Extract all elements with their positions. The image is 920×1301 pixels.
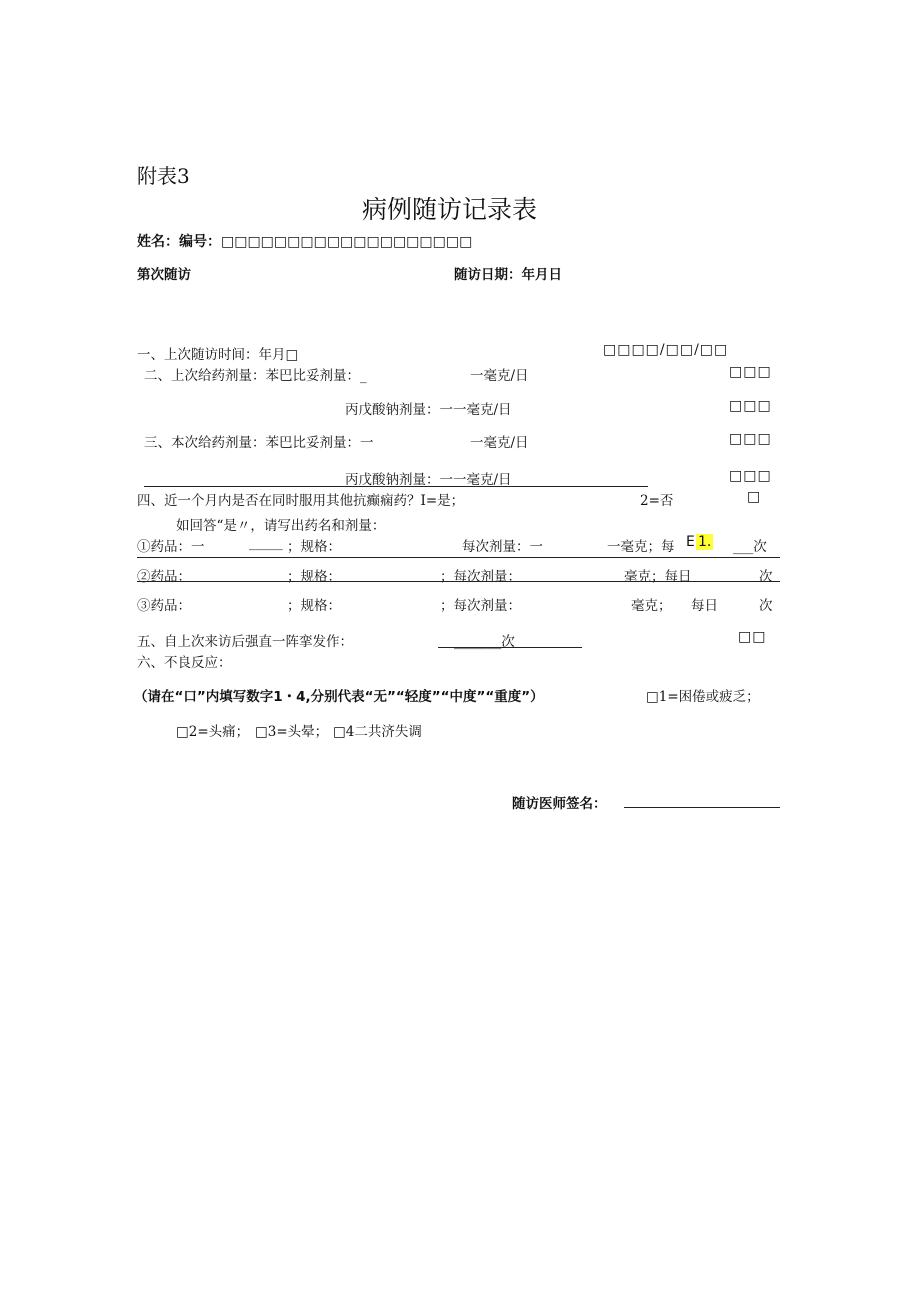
section3-valproate-label: 丙戊酸钠剂量：一一毫克/日 — [345, 472, 512, 488]
drug-dose-label: ；每次剂量： — [440, 569, 521, 585]
section6-instruction: （请在“口”内填写数字1・4,分别代表“无”“轻度”“中度”“重度”） — [134, 689, 544, 705]
section3-phenobarbital-unit: 一毫克/日 — [470, 435, 529, 451]
section4-answer-box[interactable]: □ — [747, 489, 761, 505]
drug-row-line — [137, 557, 780, 558]
drug-name-blank[interactable]: _____ — [249, 535, 283, 551]
section2-valproate-label: 丙戊酸钠剂量：一一毫克/日 — [345, 402, 512, 418]
drug-name-label: ③药品： — [137, 598, 191, 614]
section2-phenobarbital-boxes[interactable]: □□□ — [729, 364, 772, 380]
section4-instruction: 如回答“是〃，请写出药名和剂量： — [176, 518, 386, 534]
section4-option-no: 2=否 — [640, 493, 674, 509]
seizure-count-boxes[interactable]: □□ — [738, 629, 767, 645]
seizure-count-field[interactable]: _______次 — [454, 634, 515, 650]
drug-spec-label: ；规格： — [287, 598, 341, 614]
section3-valproate-boxes[interactable]: □□□ — [729, 468, 772, 484]
section3-phenobarbital-boxes[interactable]: □□□ — [729, 431, 772, 447]
section5-label: 五、自上次来访后强直一阵挛发作： — [137, 634, 353, 650]
drug-unit-label: 毫克；每日 — [624, 569, 692, 585]
drug-times-label: 次 — [759, 569, 773, 585]
section4-label: 四、近一个月内是否在同时服用其他抗癫痫药？I=是； — [137, 493, 465, 509]
section2-label: 二、上次给药剂量：苯巴比妥剂量：_ — [144, 368, 367, 384]
appendix-label: 附表3 — [137, 164, 190, 188]
drug-name-label: ①药品：一 — [137, 539, 205, 555]
drug-unit-label: 一毫克；每 — [607, 539, 675, 555]
visit-count-field[interactable]: 第次随访 — [137, 267, 191, 283]
drug-name-label: ②药品： — [137, 569, 191, 585]
drug-spec-label: ；规格： — [287, 539, 341, 555]
drug-times-label: 次 — [759, 598, 773, 614]
seizure-count-line — [438, 647, 582, 648]
last-visit-date-boxes[interactable]: □□□□/□□/□□ — [603, 342, 729, 358]
visit-date-field[interactable]: 随访日期：年月日 — [454, 267, 562, 283]
adverse-item-headache[interactable]: □2=头痛； — [176, 724, 250, 740]
drug-dose-label: 每次剂量：一 — [462, 539, 543, 555]
drug-per-day-label: 每日 — [691, 598, 718, 614]
drug-unit-label: 毫克； — [631, 598, 672, 614]
section1-label: 一、上次随访时间：年月□ — [137, 347, 299, 363]
signature-label: 随访医师签名： — [512, 796, 607, 812]
section6-label: 六、不良反应： — [137, 655, 232, 671]
drug-row-line — [137, 581, 780, 582]
section2-valproate-boxes[interactable]: □□□ — [729, 398, 772, 414]
signature-line[interactable] — [624, 807, 780, 808]
name-number-field[interactable]: 姓名：编号：□□□□□□□□□□□□□□□□□□□ — [137, 234, 473, 250]
adverse-item-fatigue[interactable]: □1=困倦或疲乏； — [646, 689, 760, 705]
adverse-item-dizziness[interactable]: □3=头晕； — [255, 724, 329, 740]
drug-dose-label: ；每次剂量： — [440, 598, 521, 614]
drug-times-label: ___次 — [733, 539, 767, 555]
section2-phenobarbital-unit: 一毫克/日 — [470, 368, 529, 384]
section3-label: 三、本次给药剂量：苯巴比妥剂量：一 — [144, 435, 374, 451]
drug-spec-label: ；规格： — [287, 569, 341, 585]
adverse-item-ataxia[interactable]: □4二共济失调 — [333, 724, 422, 740]
drug-per-day-value[interactable]: 1. — [698, 534, 712, 550]
page-title: 病例随访记录表 — [362, 195, 538, 224]
drug-per-day-prefix: E — [686, 534, 695, 550]
divider-line — [144, 486, 648, 487]
